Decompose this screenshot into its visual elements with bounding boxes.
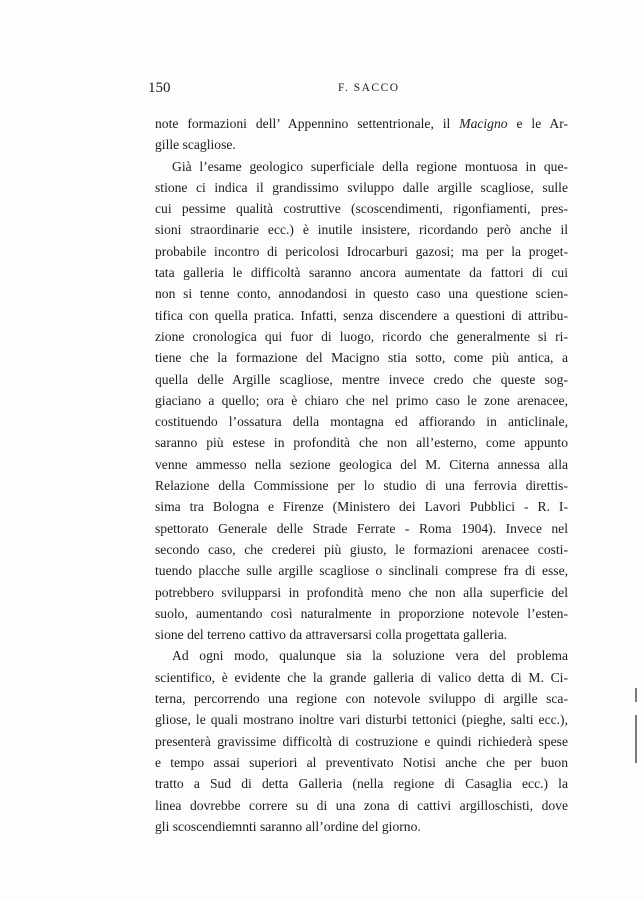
text-line: gliose, le quali mostrano inoltre vari disturbi tettonici (pieghe, salti ecc.), [155, 712, 568, 728]
text-line: scientifico, è evidente che la grande galleria di valico detta di M. Ci- [155, 669, 568, 685]
paragraph [155, 645, 568, 837]
text-line: Relazione della Commissione per lo studio di una ferrovia direttis- [155, 478, 568, 494]
text-line: tratto a Sud di detta Galleria (nella regione di Casaglia ecc.) la [155, 776, 568, 792]
text-line: venne ammesso nella sezione geologica del M. Citerna annessa alla [155, 456, 568, 472]
text-line: suolo, aumentando così naturalmente in proporzione notevole l’esten- [155, 605, 568, 621]
text-line: tiene che la formazione del Macigno stia sotto, come più antica, a [155, 350, 568, 366]
text-line: tuendo placche sulle argille scagliose o sinclinali comprese fra di esse, [155, 563, 568, 579]
scan-edge-mark [635, 688, 637, 702]
page-header [148, 80, 568, 102]
text-line: spettorato Generale delle Strade Ferrate - Roma 1904). Invece nel [155, 520, 568, 536]
text-line: costituendo l’ossatura della montagna ed affiorando in anticlinale, [155, 414, 568, 430]
text-line: non si tenne conto, annodandosi in questo caso una questione scien- [155, 286, 568, 302]
text-line: potrebbero svilupparsi in profondità meno che non alla superficie del [155, 584, 568, 600]
text-line: sione del terreno cattivo da attraversarsi colla progettata galleria. [155, 627, 508, 643]
text-line: quella delle Argille scagliose, mentre invece credo che queste sog- [155, 371, 568, 387]
text-line: saranno più estese in profondità che non all’esterno, come appunto [155, 435, 568, 451]
text-line: stione ci indica il grandissimo sviluppo dalle argille scagliose, sulle [155, 179, 568, 195]
text-line: cui pessime qualità costruttive (scoscendimenti, rigonfiamenti, pres- [155, 201, 568, 217]
running-head: F. SACCO [338, 82, 400, 94]
text-line: gille scagliose. [155, 137, 236, 153]
page-number: 150 [148, 80, 171, 96]
paragraph [155, 156, 568, 646]
text-line: secondo caso, che crederei più giusto, le formazioni arenacee costi- [155, 541, 568, 557]
text-line: e tempo assai superiori al preventivato Notisi anche che per buon [155, 754, 568, 770]
text-line: giaciano a quello; ora è chiaro che nel primo caso le zone arenacee, [155, 392, 568, 408]
text-line: gli scoscendiemnti saranno all’ordine del giorno. [155, 818, 421, 834]
text-line: tifica con quella pratica. Infatti, senza discendere a questioni di attribu- [155, 307, 568, 323]
text-line: sima tra Bologna e Firenze (Ministero dei Lavori Pubblici - R. I- [155, 499, 568, 515]
text-line: terna, percorrendo una regione con notevole sviluppo di argille sca- [155, 691, 568, 707]
text-line: note formazioni dell’ Appennino settentrionale, il Macigno e le Ar- [155, 116, 568, 131]
text-line: probabile incontro di pericolosi Idrocarburi gazosi; ma per la proget- [155, 243, 568, 259]
text-line: Ad ogni modo, qualunque sia la soluzione vera del problema [172, 648, 568, 664]
paragraph [155, 113, 568, 156]
text-line: tata galleria le difficoltà saranno ancora aumentate da fattori di cui [155, 265, 568, 281]
text-line: Già l’esame geologico superficiale della regione montuosa in que- [172, 158, 568, 174]
scan-edge-mark [635, 715, 637, 763]
body-text [155, 113, 568, 837]
text-line: presenterà gravissime difficoltà di costruzione e quindi richiederà spese [155, 733, 568, 749]
text-line: zione cronologica qui fuor di luogo, ricordo che generalmente si ri- [155, 328, 568, 344]
text-line: sioni straordinarie ecc.) è inutile insistere, ricordando però anche il [155, 222, 568, 238]
text-line: linea dovrebbe correre su di una zona di cattivi argilloschisti, dove [155, 797, 568, 813]
